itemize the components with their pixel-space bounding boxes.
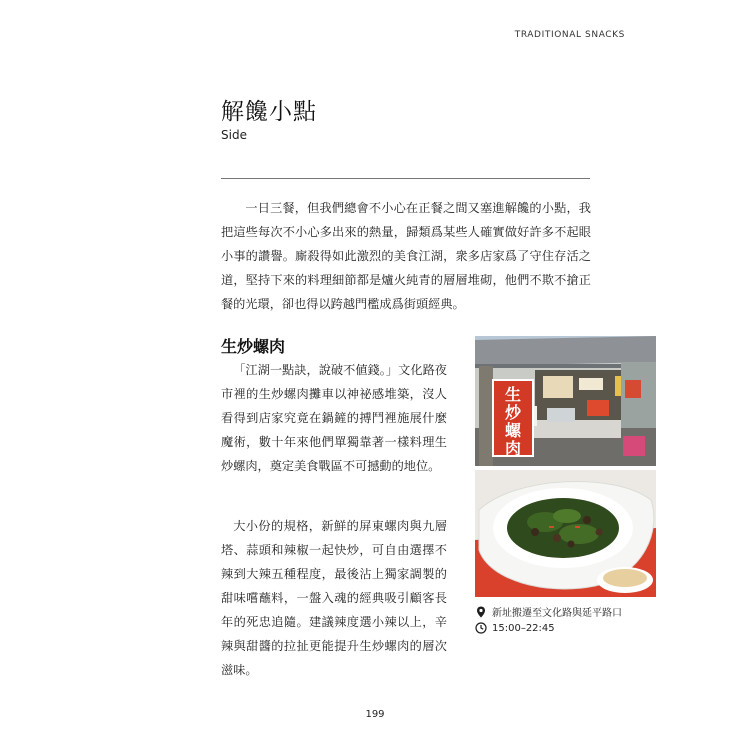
body-paragraph-2: 大小份的規格，新鮮的屏東螺肉與九層塔、蒜頭和辣椒一起快炒，可自由選擇不辣到大辣五種程度，最後沾上獨家調製的甜味嚐蘸料，一盤入魂的經典吸引顧客長年的死忠追隨。建議辣度選小辣以上，辛辣與甜醬的拉扯更能提升生炒螺肉的層次滋味。 bbox=[221, 519, 447, 677]
hours-row bbox=[475, 622, 555, 634]
location-pin-icon bbox=[475, 606, 487, 618]
dish-photo bbox=[475, 470, 656, 597]
address-row bbox=[475, 604, 622, 619]
stall-sign-char-1: 生 bbox=[504, 385, 522, 404]
running-head: TRADITIONAL SNACKS bbox=[514, 30, 625, 40]
stall-sign-char-4: 肉 bbox=[504, 439, 522, 458]
page-title: 解饞小點 bbox=[221, 99, 317, 125]
stall-sign-char-3: 螺 bbox=[504, 421, 522, 440]
clock-icon bbox=[475, 622, 487, 634]
page-number: 199 bbox=[365, 709, 385, 720]
body-paragraph-1: 「江湖一點訣，說破不値錢。」文化路夜市裡的生炒螺肉攤車以神祕感堆築，沒人看得到店家究竟在鍋鏟的搏鬥裡施展什麼魔術，數十年來他們單獨靠著一樣料理生炒螺肉，奠定美食戰區不可撼動的地位。 bbox=[221, 363, 447, 473]
stall-sign-char-2: 炒 bbox=[504, 403, 522, 422]
page-subtitle: Side bbox=[221, 128, 247, 142]
hours-text: 15:00–22:45 bbox=[492, 622, 555, 634]
stall-photo bbox=[475, 336, 656, 466]
section-heading: 生炒螺肉 bbox=[221, 337, 286, 356]
address-text: 新址搬遷至文化路與延平路口 bbox=[492, 608, 622, 619]
intro-paragraph: 一日三餐，但我們總會不小心在正餐之間又塞進解饞的小點，我把這些每次不小心多出來的熱量，歸類爲某些人確實做好許多不起眼小事的讚譽。廝殺得如此激烈的美食江湖，衆多店家爲了守住存活之道，堅持下來的料理細節都是爐火純青的層層堆砌，他們不欺不搶正餐的光環，卻也得以跨越門檻成爲街頭經典。 bbox=[221, 201, 591, 311]
title-divider bbox=[221, 178, 590, 179]
